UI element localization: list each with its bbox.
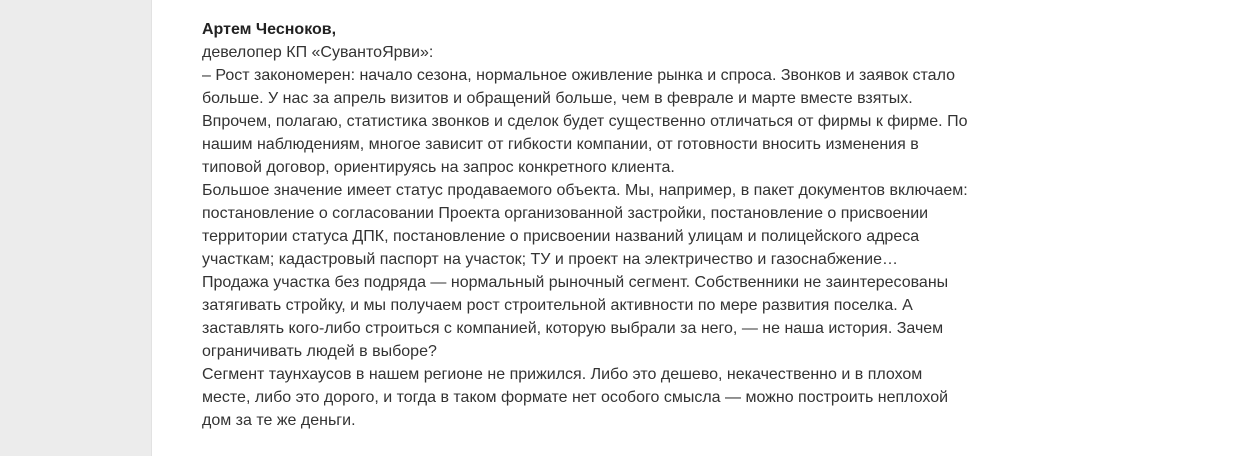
paragraph-line: месте, либо это дорого, и тогда в таком формате нет особого смысла — можно построить неплохой — [202, 389, 949, 406]
paragraph-line: нашим наблюдениям, многое зависит от гибкости компании, от готовности вносить изменения в — [202, 136, 919, 153]
paragraph-line: ограничивать людей в выборе? — [202, 343, 437, 360]
article-quote — [202, 18, 1002, 432]
paragraph-line: Впрочем, полагаю, статистика звонков и сделок будет существенно отличаться от фирмы к фирме. По — [202, 113, 968, 130]
paragraph-line: дом за те же деньги. — [202, 412, 356, 429]
paragraph-line: затягивать стройку, и мы получаем рост строительной активности по мере развития поселка. А — [202, 297, 913, 314]
left-sidebar-rail — [0, 0, 151, 456]
paragraph-line: участкам; кадастровый паспорт на участок; ТУ и проект на электричество и газоснабжение… — [202, 251, 898, 268]
paragraph-line: – Рост закономерен: начало сезона, нормальное оживление рынка и спроса. Звонков и заявок стало — [202, 67, 955, 84]
author-role: девелопер КП «СувантоЯрви»: — [202, 44, 434, 61]
paragraph-line: заставлять кого-либо строиться с компанией, которую выбрали за него, — не наша история. Зачем — [202, 320, 944, 337]
paragraph-line: территории статуса ДПК, постановление о присвоении названий улицам и полицейского адреса — [202, 228, 920, 245]
paragraph-line: типовой договор, ориентируясь на запрос конкретного клиента. — [202, 159, 675, 176]
paragraph-line: Сегмент таунхаусов в нашем регионе не прижился. Либо это дешево, некачественно и в плохом — [202, 366, 923, 383]
paragraph-line: больше. У нас за апрель визитов и обращений больше, чем в феврале и марте вместе взятых. — [202, 90, 913, 107]
paragraph-line: постановление о согласовании Проекта организованной застройки, постановление о присвоении — [202, 205, 929, 222]
paragraph-line: Продажа участка без подряда — нормальный рыночный сегмент. Собственники не заинтересованы — [202, 274, 949, 291]
sidebar-divider — [151, 0, 152, 456]
paragraph-line: Большое значение имеет статус продаваемого объекта. Мы, например, в пакет документов включаем: — [202, 182, 968, 199]
author-name: Артем Чесноков, — [202, 21, 337, 38]
